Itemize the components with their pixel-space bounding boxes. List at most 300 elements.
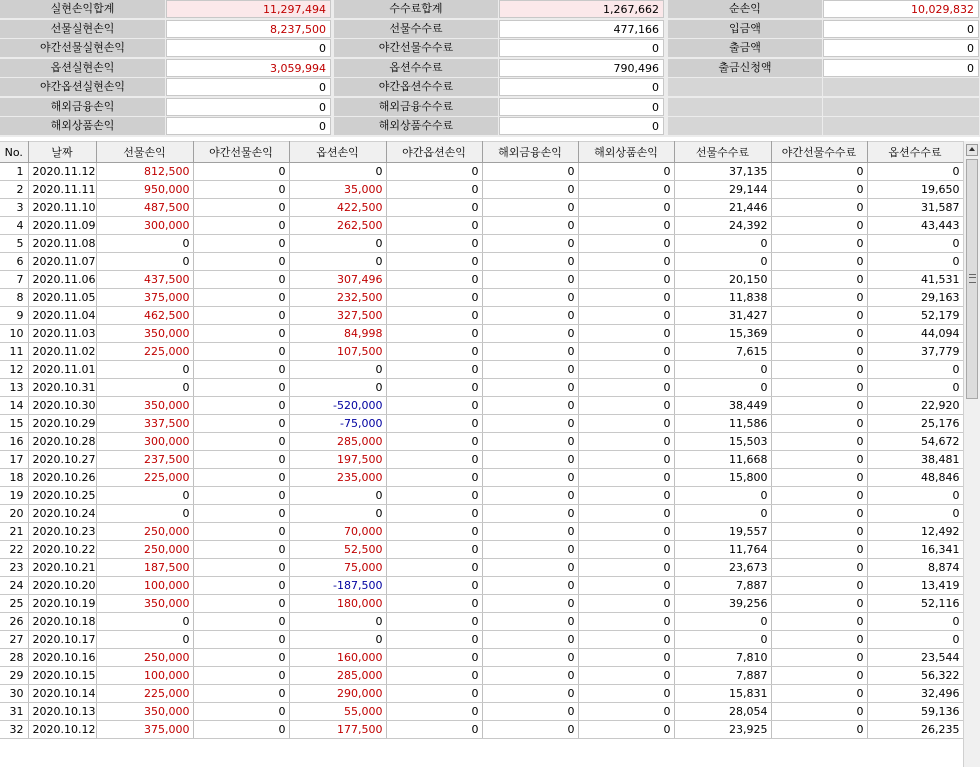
table-row[interactable] bbox=[0, 685, 963, 703]
table-cell: 16 bbox=[0, 433, 28, 451]
table-row[interactable] bbox=[0, 577, 963, 595]
table-row[interactable] bbox=[0, 271, 963, 289]
table-row[interactable] bbox=[0, 397, 963, 415]
summary-label: 해외금융손익 bbox=[0, 98, 165, 116]
table-cell: 35,000 bbox=[289, 181, 386, 199]
table-cell: 0 bbox=[386, 613, 482, 631]
table-cell: 17 bbox=[0, 451, 28, 469]
table-cell: 0 bbox=[386, 487, 482, 505]
table-cell: 19,557 bbox=[674, 523, 771, 541]
table-cell: 11,764 bbox=[674, 541, 771, 559]
table-cell: 0 bbox=[867, 631, 963, 649]
summary-row bbox=[0, 78, 980, 96]
table-cell: 0 bbox=[771, 325, 867, 343]
table-cell: 307,496 bbox=[289, 271, 386, 289]
table-cell: 0 bbox=[578, 541, 674, 559]
table-cell: 2020.11.07 bbox=[28, 253, 96, 271]
table-cell: 0 bbox=[867, 379, 963, 397]
table-cell: 0 bbox=[771, 631, 867, 649]
table-cell: 27 bbox=[0, 631, 28, 649]
scroll-up-arrow-icon[interactable] bbox=[966, 144, 978, 156]
table-cell: 0 bbox=[96, 631, 193, 649]
table-cell: 0 bbox=[96, 361, 193, 379]
summary-row bbox=[0, 20, 980, 38]
table-cell: 0 bbox=[578, 433, 674, 451]
table-cell: 0 bbox=[771, 433, 867, 451]
summary-value: 0 bbox=[499, 39, 664, 57]
summary-label: 야간선물실현손익 bbox=[0, 39, 165, 57]
table-cell: 0 bbox=[482, 199, 578, 217]
table-cell: 0 bbox=[386, 361, 482, 379]
table-cell: 0 bbox=[674, 379, 771, 397]
summary-value: 11,297,494 bbox=[166, 0, 331, 18]
table-cell: 0 bbox=[386, 415, 482, 433]
table-cell: 0 bbox=[193, 631, 289, 649]
table-cell: 0 bbox=[386, 217, 482, 235]
table-cell: 39,256 bbox=[674, 595, 771, 613]
table-cell: 0 bbox=[482, 415, 578, 433]
table-row[interactable] bbox=[0, 379, 963, 397]
table-cell: 0 bbox=[193, 703, 289, 721]
table-cell: 350,000 bbox=[96, 595, 193, 613]
table-cell: 25 bbox=[0, 595, 28, 613]
table-cell: 0 bbox=[771, 541, 867, 559]
summary-label: 옵션실현손익 bbox=[0, 59, 165, 77]
column-header[interactable]: 옵션수수료 bbox=[867, 142, 963, 163]
summary-label: 수수료합계 bbox=[334, 0, 498, 18]
table-cell: 0 bbox=[289, 487, 386, 505]
summary-value: 0 bbox=[166, 117, 331, 135]
table-cell: 0 bbox=[578, 397, 674, 415]
table-cell: 2020.10.23 bbox=[28, 523, 96, 541]
table-cell: -520,000 bbox=[289, 397, 386, 415]
summary-value: 3,059,994 bbox=[166, 59, 331, 77]
table-cell: 225,000 bbox=[96, 343, 193, 361]
table-cell: 0 bbox=[193, 613, 289, 631]
table-cell: 0 bbox=[771, 199, 867, 217]
table-cell: 0 bbox=[578, 217, 674, 235]
summary-value: 0 bbox=[499, 98, 664, 116]
table-cell: 20 bbox=[0, 505, 28, 523]
table-cell: 0 bbox=[771, 253, 867, 271]
table-cell: 2020.11.12 bbox=[28, 163, 96, 181]
table-cell: 0 bbox=[386, 469, 482, 487]
table-cell: 0 bbox=[482, 253, 578, 271]
table-cell: 0 bbox=[386, 289, 482, 307]
scroll-thumb[interactable] bbox=[966, 159, 978, 399]
table-cell: 0 bbox=[193, 325, 289, 343]
table-cell: 70,000 bbox=[289, 523, 386, 541]
table-cell: 13,419 bbox=[867, 577, 963, 595]
summary-row bbox=[0, 39, 980, 57]
table-cell: 28 bbox=[0, 649, 28, 667]
table-cell: 52,179 bbox=[867, 307, 963, 325]
table-cell: 2020.11.02 bbox=[28, 343, 96, 361]
table-row[interactable] bbox=[0, 613, 963, 631]
table-cell: 0 bbox=[578, 253, 674, 271]
table-cell: 31 bbox=[0, 703, 28, 721]
table-cell: 0 bbox=[482, 487, 578, 505]
table-cell: 0 bbox=[482, 649, 578, 667]
table-cell: 0 bbox=[386, 649, 482, 667]
summary-label: 해외금융수수료 bbox=[334, 98, 498, 116]
table-cell: 0 bbox=[193, 253, 289, 271]
table-row[interactable] bbox=[0, 307, 963, 325]
table-cell: 812,500 bbox=[96, 163, 193, 181]
table-cell: 0 bbox=[867, 235, 963, 253]
table-cell: 0 bbox=[386, 631, 482, 649]
column-header[interactable]: 야간옵션손익 bbox=[386, 142, 482, 163]
column-header[interactable]: 야간선물수수료 bbox=[771, 142, 867, 163]
table-cell: 16,341 bbox=[867, 541, 963, 559]
table-cell: 262,500 bbox=[289, 217, 386, 235]
table-cell: 0 bbox=[867, 253, 963, 271]
table-cell: 0 bbox=[193, 307, 289, 325]
table-cell: 225,000 bbox=[96, 685, 193, 703]
table-cell: 0 bbox=[386, 559, 482, 577]
table-cell: 44,094 bbox=[867, 325, 963, 343]
table-cell: 290,000 bbox=[289, 685, 386, 703]
table-cell: 0 bbox=[482, 163, 578, 181]
table-cell: 0 bbox=[482, 613, 578, 631]
table-cell: 38,481 bbox=[867, 451, 963, 469]
table-cell: 0 bbox=[578, 271, 674, 289]
table-cell: 6 bbox=[0, 253, 28, 271]
table-row[interactable] bbox=[0, 523, 963, 541]
summary-label bbox=[668, 78, 822, 96]
table-row[interactable] bbox=[0, 415, 963, 433]
table-cell: 300,000 bbox=[96, 433, 193, 451]
table-cell: 0 bbox=[771, 289, 867, 307]
table-cell: 2020.11.06 bbox=[28, 271, 96, 289]
table-cell: 37,135 bbox=[674, 163, 771, 181]
table-cell: 0 bbox=[386, 397, 482, 415]
table-cell: 29,163 bbox=[867, 289, 963, 307]
table-cell: 0 bbox=[96, 379, 193, 397]
table-cell: 0 bbox=[771, 361, 867, 379]
table-cell: 0 bbox=[578, 325, 674, 343]
table-cell: 0 bbox=[771, 163, 867, 181]
table-cell: 52,500 bbox=[289, 541, 386, 559]
table-cell: 0 bbox=[193, 595, 289, 613]
table-row[interactable] bbox=[0, 253, 963, 271]
table-cell: 0 bbox=[482, 361, 578, 379]
summary-label: 해외상품손익 bbox=[0, 117, 165, 135]
table-cell: 29,144 bbox=[674, 181, 771, 199]
table-cell: 0 bbox=[193, 181, 289, 199]
table-row[interactable] bbox=[0, 199, 963, 217]
table-row[interactable] bbox=[0, 469, 963, 487]
table-row[interactable] bbox=[0, 721, 963, 739]
table-row[interactable] bbox=[0, 163, 963, 181]
table-cell: 0 bbox=[674, 631, 771, 649]
summary-label: 순손익 bbox=[668, 0, 822, 18]
table-cell: 0 bbox=[289, 631, 386, 649]
table-cell: 23 bbox=[0, 559, 28, 577]
column-header[interactable]: No. bbox=[0, 142, 28, 163]
table-row[interactable] bbox=[0, 505, 963, 523]
table-cell: 0 bbox=[193, 379, 289, 397]
table-cell: 0 bbox=[289, 235, 386, 253]
table-cell: 48,846 bbox=[867, 469, 963, 487]
vertical-scrollbar[interactable] bbox=[963, 141, 980, 767]
table-cell: 285,000 bbox=[289, 667, 386, 685]
table-cell: 2020.11.05 bbox=[28, 289, 96, 307]
summary-value: 8,237,500 bbox=[166, 20, 331, 38]
table-cell: 250,000 bbox=[96, 649, 193, 667]
table-cell: 0 bbox=[578, 343, 674, 361]
table-cell: 2020.10.13 bbox=[28, 703, 96, 721]
table-cell: 2020.10.15 bbox=[28, 667, 96, 685]
column-header[interactable]: 날짜 bbox=[28, 142, 96, 163]
table-cell: 0 bbox=[867, 361, 963, 379]
table-cell: 0 bbox=[193, 451, 289, 469]
table-cell: 0 bbox=[482, 631, 578, 649]
table-cell: 23,925 bbox=[674, 721, 771, 739]
table-cell: 0 bbox=[578, 487, 674, 505]
table-cell: 2020.11.08 bbox=[28, 235, 96, 253]
table-cell: 2020.10.19 bbox=[28, 595, 96, 613]
table-cell: 0 bbox=[771, 667, 867, 685]
table-cell: 0 bbox=[193, 235, 289, 253]
table-row[interactable] bbox=[0, 487, 963, 505]
table-row[interactable] bbox=[0, 451, 963, 469]
daily-pnl-table bbox=[0, 141, 964, 739]
table-cell: 0 bbox=[193, 649, 289, 667]
table-cell: 0 bbox=[482, 325, 578, 343]
table-cell: 29 bbox=[0, 667, 28, 685]
table-cell: 0 bbox=[386, 721, 482, 739]
table-cell: 0 bbox=[482, 343, 578, 361]
table-cell: 422,500 bbox=[289, 199, 386, 217]
table-cell: 7,887 bbox=[674, 667, 771, 685]
table-cell: 75,000 bbox=[289, 559, 386, 577]
table-cell: 0 bbox=[771, 649, 867, 667]
column-header[interactable]: 해외상품손익 bbox=[578, 142, 674, 163]
table-cell: 0 bbox=[578, 415, 674, 433]
table-cell: 56,322 bbox=[867, 667, 963, 685]
table-cell: 2020.11.04 bbox=[28, 307, 96, 325]
table-row[interactable] bbox=[0, 631, 963, 649]
table-cell: 2020.11.01 bbox=[28, 361, 96, 379]
table-cell: 0 bbox=[674, 505, 771, 523]
table-cell: 31,427 bbox=[674, 307, 771, 325]
table-cell: 0 bbox=[674, 361, 771, 379]
table-cell: 2020.10.25 bbox=[28, 487, 96, 505]
summary-row bbox=[0, 59, 980, 77]
table-cell: 2020.10.24 bbox=[28, 505, 96, 523]
summary-label: 옵션수수료 bbox=[334, 59, 498, 77]
table-cell: 0 bbox=[482, 271, 578, 289]
column-header[interactable]: 선물손익 bbox=[96, 142, 193, 163]
table-cell: 0 bbox=[771, 181, 867, 199]
table-cell: 0 bbox=[578, 613, 674, 631]
table-cell: 0 bbox=[578, 649, 674, 667]
table-cell: 0 bbox=[482, 721, 578, 739]
table-row[interactable] bbox=[0, 289, 963, 307]
table-cell: 250,000 bbox=[96, 541, 193, 559]
table-cell: 437,500 bbox=[96, 271, 193, 289]
table-cell: 41,531 bbox=[867, 271, 963, 289]
table-cell: 0 bbox=[578, 469, 674, 487]
table-cell: 180,000 bbox=[289, 595, 386, 613]
summary-value: 0 bbox=[823, 59, 979, 77]
table-row[interactable] bbox=[0, 361, 963, 379]
table-cell: 0 bbox=[96, 613, 193, 631]
table-cell: 0 bbox=[289, 361, 386, 379]
table-cell: 2020.10.12 bbox=[28, 721, 96, 739]
table-cell: 0 bbox=[482, 397, 578, 415]
table-cell: 0 bbox=[578, 523, 674, 541]
table-cell: 0 bbox=[578, 361, 674, 379]
table-cell: 0 bbox=[771, 505, 867, 523]
summary-label: 선물수수료 bbox=[334, 20, 498, 38]
table-cell: 0 bbox=[193, 271, 289, 289]
table-cell: 300,000 bbox=[96, 217, 193, 235]
table-cell: 462,500 bbox=[96, 307, 193, 325]
table-cell: 59,136 bbox=[867, 703, 963, 721]
summary-value: 0 bbox=[823, 20, 979, 38]
table-cell: 0 bbox=[674, 235, 771, 253]
table-cell: 0 bbox=[386, 199, 482, 217]
table-cell: 0 bbox=[386, 253, 482, 271]
table-cell: 0 bbox=[578, 451, 674, 469]
table-cell: 187,500 bbox=[96, 559, 193, 577]
table-cell: 350,000 bbox=[96, 325, 193, 343]
table-cell: 13 bbox=[0, 379, 28, 397]
table-cell: 31,587 bbox=[867, 199, 963, 217]
table-cell: 14 bbox=[0, 397, 28, 415]
table-cell: 0 bbox=[578, 181, 674, 199]
table-cell: 2020.10.28 bbox=[28, 433, 96, 451]
table-row[interactable] bbox=[0, 649, 963, 667]
summary-label: 야간옵션수수료 bbox=[334, 78, 498, 96]
table-cell: 30 bbox=[0, 685, 28, 703]
table-cell: 0 bbox=[771, 613, 867, 631]
table-cell: 32,496 bbox=[867, 685, 963, 703]
table-cell: 0 bbox=[482, 433, 578, 451]
table-cell: 26,235 bbox=[867, 721, 963, 739]
table-cell: 25,176 bbox=[867, 415, 963, 433]
table-cell: 0 bbox=[193, 721, 289, 739]
table-row[interactable] bbox=[0, 541, 963, 559]
table-row[interactable] bbox=[0, 433, 963, 451]
table-cell: 52,116 bbox=[867, 595, 963, 613]
grip-lines-icon bbox=[969, 274, 976, 283]
table-row[interactable] bbox=[0, 181, 963, 199]
table-row[interactable] bbox=[0, 235, 963, 253]
table-cell: 0 bbox=[386, 181, 482, 199]
table-cell: 0 bbox=[771, 307, 867, 325]
table-cell: 375,000 bbox=[96, 721, 193, 739]
table-cell: 0 bbox=[96, 235, 193, 253]
table-cell: 0 bbox=[386, 343, 482, 361]
table-cell: 9 bbox=[0, 307, 28, 325]
table-cell: 337,500 bbox=[96, 415, 193, 433]
table-cell: 15,503 bbox=[674, 433, 771, 451]
summary-value bbox=[823, 117, 979, 135]
table-cell: 0 bbox=[193, 577, 289, 595]
table-cell: 0 bbox=[386, 451, 482, 469]
table-cell: 0 bbox=[867, 613, 963, 631]
column-header[interactable]: 옵션손익 bbox=[289, 142, 386, 163]
table-row[interactable] bbox=[0, 325, 963, 343]
summary-value: 1,267,662 bbox=[499, 0, 664, 18]
table-cell: 0 bbox=[193, 415, 289, 433]
table-cell: 18 bbox=[0, 469, 28, 487]
table-cell: 0 bbox=[578, 379, 674, 397]
table-cell: 0 bbox=[771, 235, 867, 253]
table-row[interactable] bbox=[0, 559, 963, 577]
table-row[interactable] bbox=[0, 667, 963, 685]
table-cell: 5 bbox=[0, 235, 28, 253]
table-cell: 0 bbox=[771, 379, 867, 397]
table-cell: 950,000 bbox=[96, 181, 193, 199]
summary-row bbox=[0, 98, 980, 116]
table-cell: 12 bbox=[0, 361, 28, 379]
table-row[interactable] bbox=[0, 217, 963, 235]
table-cell: 2 bbox=[0, 181, 28, 199]
table-cell: 0 bbox=[482, 289, 578, 307]
summary-panel bbox=[0, 0, 980, 137]
table-cell: 2020.10.29 bbox=[28, 415, 96, 433]
summary-label: 출금신청액 bbox=[668, 59, 822, 77]
table-cell: 0 bbox=[386, 433, 482, 451]
column-header[interactable]: 야간선물손익 bbox=[193, 142, 289, 163]
table-cell: 0 bbox=[482, 595, 578, 613]
table-cell: 0 bbox=[482, 469, 578, 487]
table-cell: 0 bbox=[771, 685, 867, 703]
column-header[interactable]: 해외금융손익 bbox=[482, 142, 578, 163]
table-cell: 0 bbox=[578, 631, 674, 649]
table-cell: 38,449 bbox=[674, 397, 771, 415]
summary-label: 출금액 bbox=[668, 39, 822, 57]
table-cell: 11 bbox=[0, 343, 28, 361]
table-cell: 0 bbox=[578, 307, 674, 325]
table-cell: 232,500 bbox=[289, 289, 386, 307]
summary-row bbox=[0, 117, 980, 135]
table-cell: 0 bbox=[771, 415, 867, 433]
summary-label bbox=[668, 117, 822, 135]
table-cell: 0 bbox=[386, 271, 482, 289]
summary-label: 실현손익합계 bbox=[0, 0, 165, 18]
table-row[interactable] bbox=[0, 595, 963, 613]
table-cell: 197,500 bbox=[289, 451, 386, 469]
table-cell: 100,000 bbox=[96, 577, 193, 595]
table-row[interactable] bbox=[0, 343, 963, 361]
table-cell: 0 bbox=[771, 469, 867, 487]
table-cell: -187,500 bbox=[289, 577, 386, 595]
table-cell: 237,500 bbox=[96, 451, 193, 469]
column-header[interactable]: 선물수수료 bbox=[674, 142, 771, 163]
table-cell: 0 bbox=[386, 163, 482, 181]
table-cell: 23,673 bbox=[674, 559, 771, 577]
table-cell: 7,810 bbox=[674, 649, 771, 667]
table-cell: 0 bbox=[482, 703, 578, 721]
table-cell: 0 bbox=[193, 523, 289, 541]
table-cell: 0 bbox=[482, 577, 578, 595]
table-cell: 0 bbox=[578, 235, 674, 253]
table-cell: 0 bbox=[482, 307, 578, 325]
table-cell: 10 bbox=[0, 325, 28, 343]
table-cell: 160,000 bbox=[289, 649, 386, 667]
table-cell: 0 bbox=[771, 217, 867, 235]
table-cell: 7,887 bbox=[674, 577, 771, 595]
table-cell: 0 bbox=[96, 253, 193, 271]
table-row[interactable] bbox=[0, 703, 963, 721]
table-cell: 2020.10.22 bbox=[28, 541, 96, 559]
table-cell: 2020.11.03 bbox=[28, 325, 96, 343]
